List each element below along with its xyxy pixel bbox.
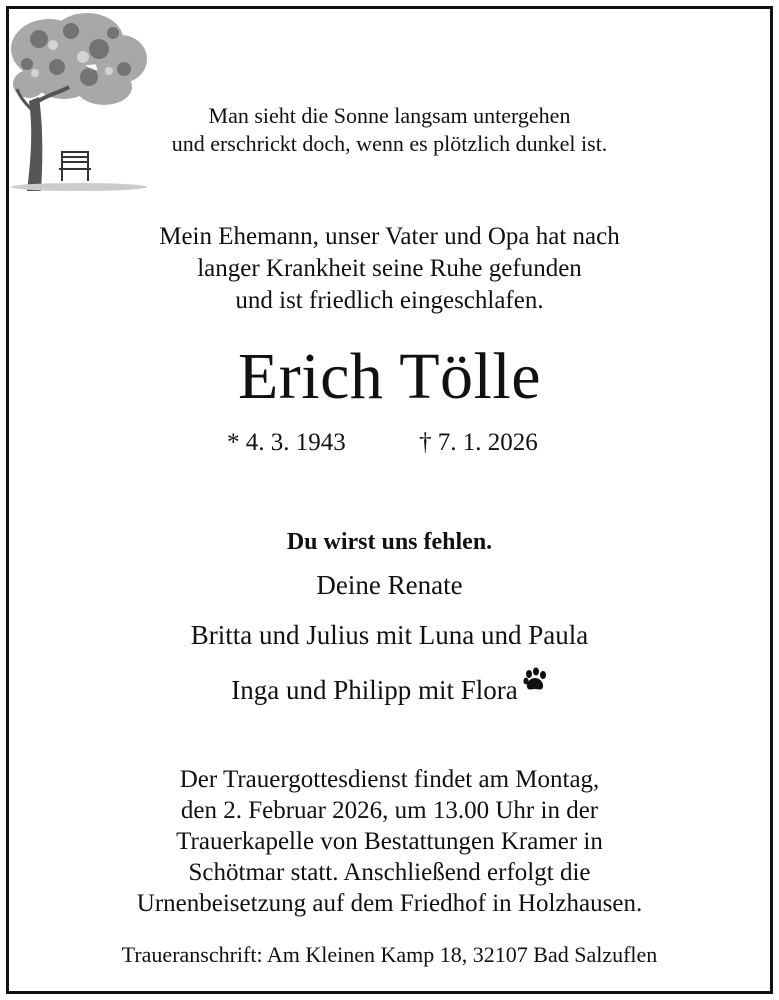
family-line-3: [0, 667, 779, 706]
tree-with-bench-icon: [9, 9, 149, 191]
deceased-name: Erich Tölle: [237, 340, 541, 413]
family-line-1: Deine Renate: [316, 570, 463, 600]
intro-line-1: Mein Ehemann, unser Vater und Opa hat nach: [159, 223, 620, 250]
service-line-1: Der Trauergottesdienst findet am Montag,: [179, 766, 600, 793]
family-line-3-text: Inga und Philipp mit Flora: [231, 675, 518, 705]
intro-line-3: und ist friedlich eingeschlafen.: [235, 287, 544, 314]
service-line-5: Urnenbeisetzung auf dem Friedhof in Holzhausen.: [136, 890, 643, 917]
intro-line-2: langer Krankheit seine Ruhe gefunden: [197, 255, 582, 282]
quote-line-1: Man sieht die Sonne langsam untergehen: [208, 103, 571, 128]
motto: Du wirst uns fehlen.: [286, 529, 493, 555]
paw-print-icon: [522, 667, 548, 693]
service-line-4: Schötmar statt. Anschließend erfolgt die: [188, 859, 591, 886]
birth-date: * 4. 3. 1943: [227, 429, 346, 456]
family-line-2: Britta und Julius mit Luna und Paula: [190, 620, 589, 650]
death-date: † 7. 1. 2026: [419, 429, 538, 456]
service-line-2: den 2. Februar 2026, um 13.00 Uhr in der: [180, 797, 599, 824]
service-line-3: Trauerkapelle von Bestattungen Kramer in: [176, 828, 603, 855]
mourning-address: Traueranschrift: Am Kleinen Kamp 18, 32107 Bad Salzuflen: [121, 942, 658, 967]
quote-line-2: und erschrickt doch, wenn es plötzlich dunkel ist.: [171, 131, 608, 156]
